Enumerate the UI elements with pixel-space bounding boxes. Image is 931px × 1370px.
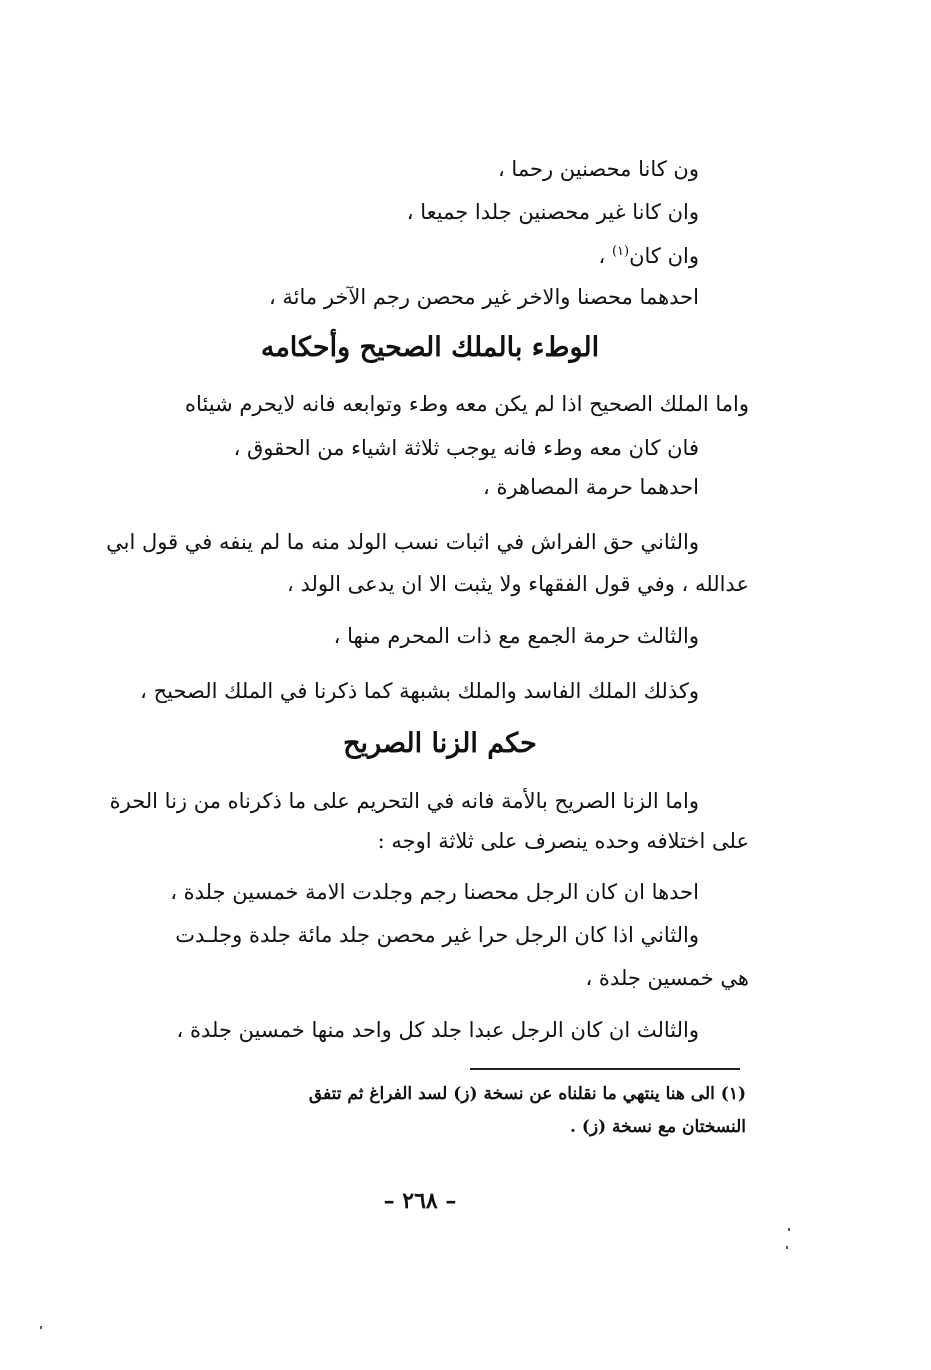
text-line: والثالث حرمة الجمع مع ذات المحرم منها ، (333, 624, 699, 648)
scan-speck (40, 1326, 42, 1329)
text-line: والثالث ان كان الرجل عبدا جلد كل واحد منها خمسين جلدة ، (176, 1018, 699, 1042)
text-line: وكذلك الملك الفاسد والملك بشبهة كما ذكرنا في الملك الصحيح ، (140, 679, 699, 703)
scan-speck (788, 1228, 790, 1231)
text-line: عدالله ، وفي قول الفقهاء ولا يثبت الا ان يدعى الولد ، (287, 572, 749, 596)
page-number: – ٢٦٨ – (383, 1188, 457, 1214)
text-line: هي خمسين جلدة ، (585, 966, 749, 990)
footnote-marker: (١) (611, 244, 630, 259)
text-line: والثاني اذا كان الرجل حرا غير محصن جلد مائة جلدة وجلـدت (175, 923, 699, 947)
text-fragment: وان كان (629, 244, 699, 268)
text-line: احدهما محصنا والاخر غير محصن رجم الآخر مائة ، (268, 285, 699, 309)
footnote-line: النسختان مع نسخة (ز) . (570, 1117, 746, 1137)
text-line: واما الزنا الصريح بالأمة فانه في التحريم على ما ذكرناه من زنا الحرة (109, 789, 699, 813)
scan-speck (786, 1246, 788, 1249)
text-line: احدهما حرمة المصاهرة ، (483, 475, 699, 499)
text-line: ون كانا محصنين رحما ، (497, 157, 699, 181)
footnote-separator (470, 1068, 740, 1070)
text-line: واما الملك الصحيح اذا لم يكن معه وطء وتوابعه فانه لايحرم شيئاه (185, 392, 749, 416)
text-line: على اختلافه وحده ينصرف على ثلاثة اوجه : (377, 829, 749, 853)
text-line: احدها ان كان الرجل محصنا رجم وجلدت الامة خمسين جلدة ، (170, 880, 699, 904)
section-heading: الوطء بالملك الصحيح وأحكامه (260, 332, 600, 363)
text-line: فان كان معه وطء فانه يوجب ثلاثة اشياء من الحقوق ، (233, 436, 699, 460)
text-line: والثاني حق الفراش في اثبات نسب الولد منه ما لم ينفه في قول ابي (106, 530, 699, 554)
section-heading: حكم الزنا الصريح (343, 728, 537, 759)
footnote-line: (١) الى هنا ينتهي ما نقلناه عن نسخة (ز) لسد الفراغ ثم تتفق (308, 1084, 746, 1104)
text-line: وان كانا غير محصنين جلدا جميعا ، (406, 200, 699, 224)
text-line (599, 237, 699, 271)
text-fragment: ، (598, 244, 612, 268)
